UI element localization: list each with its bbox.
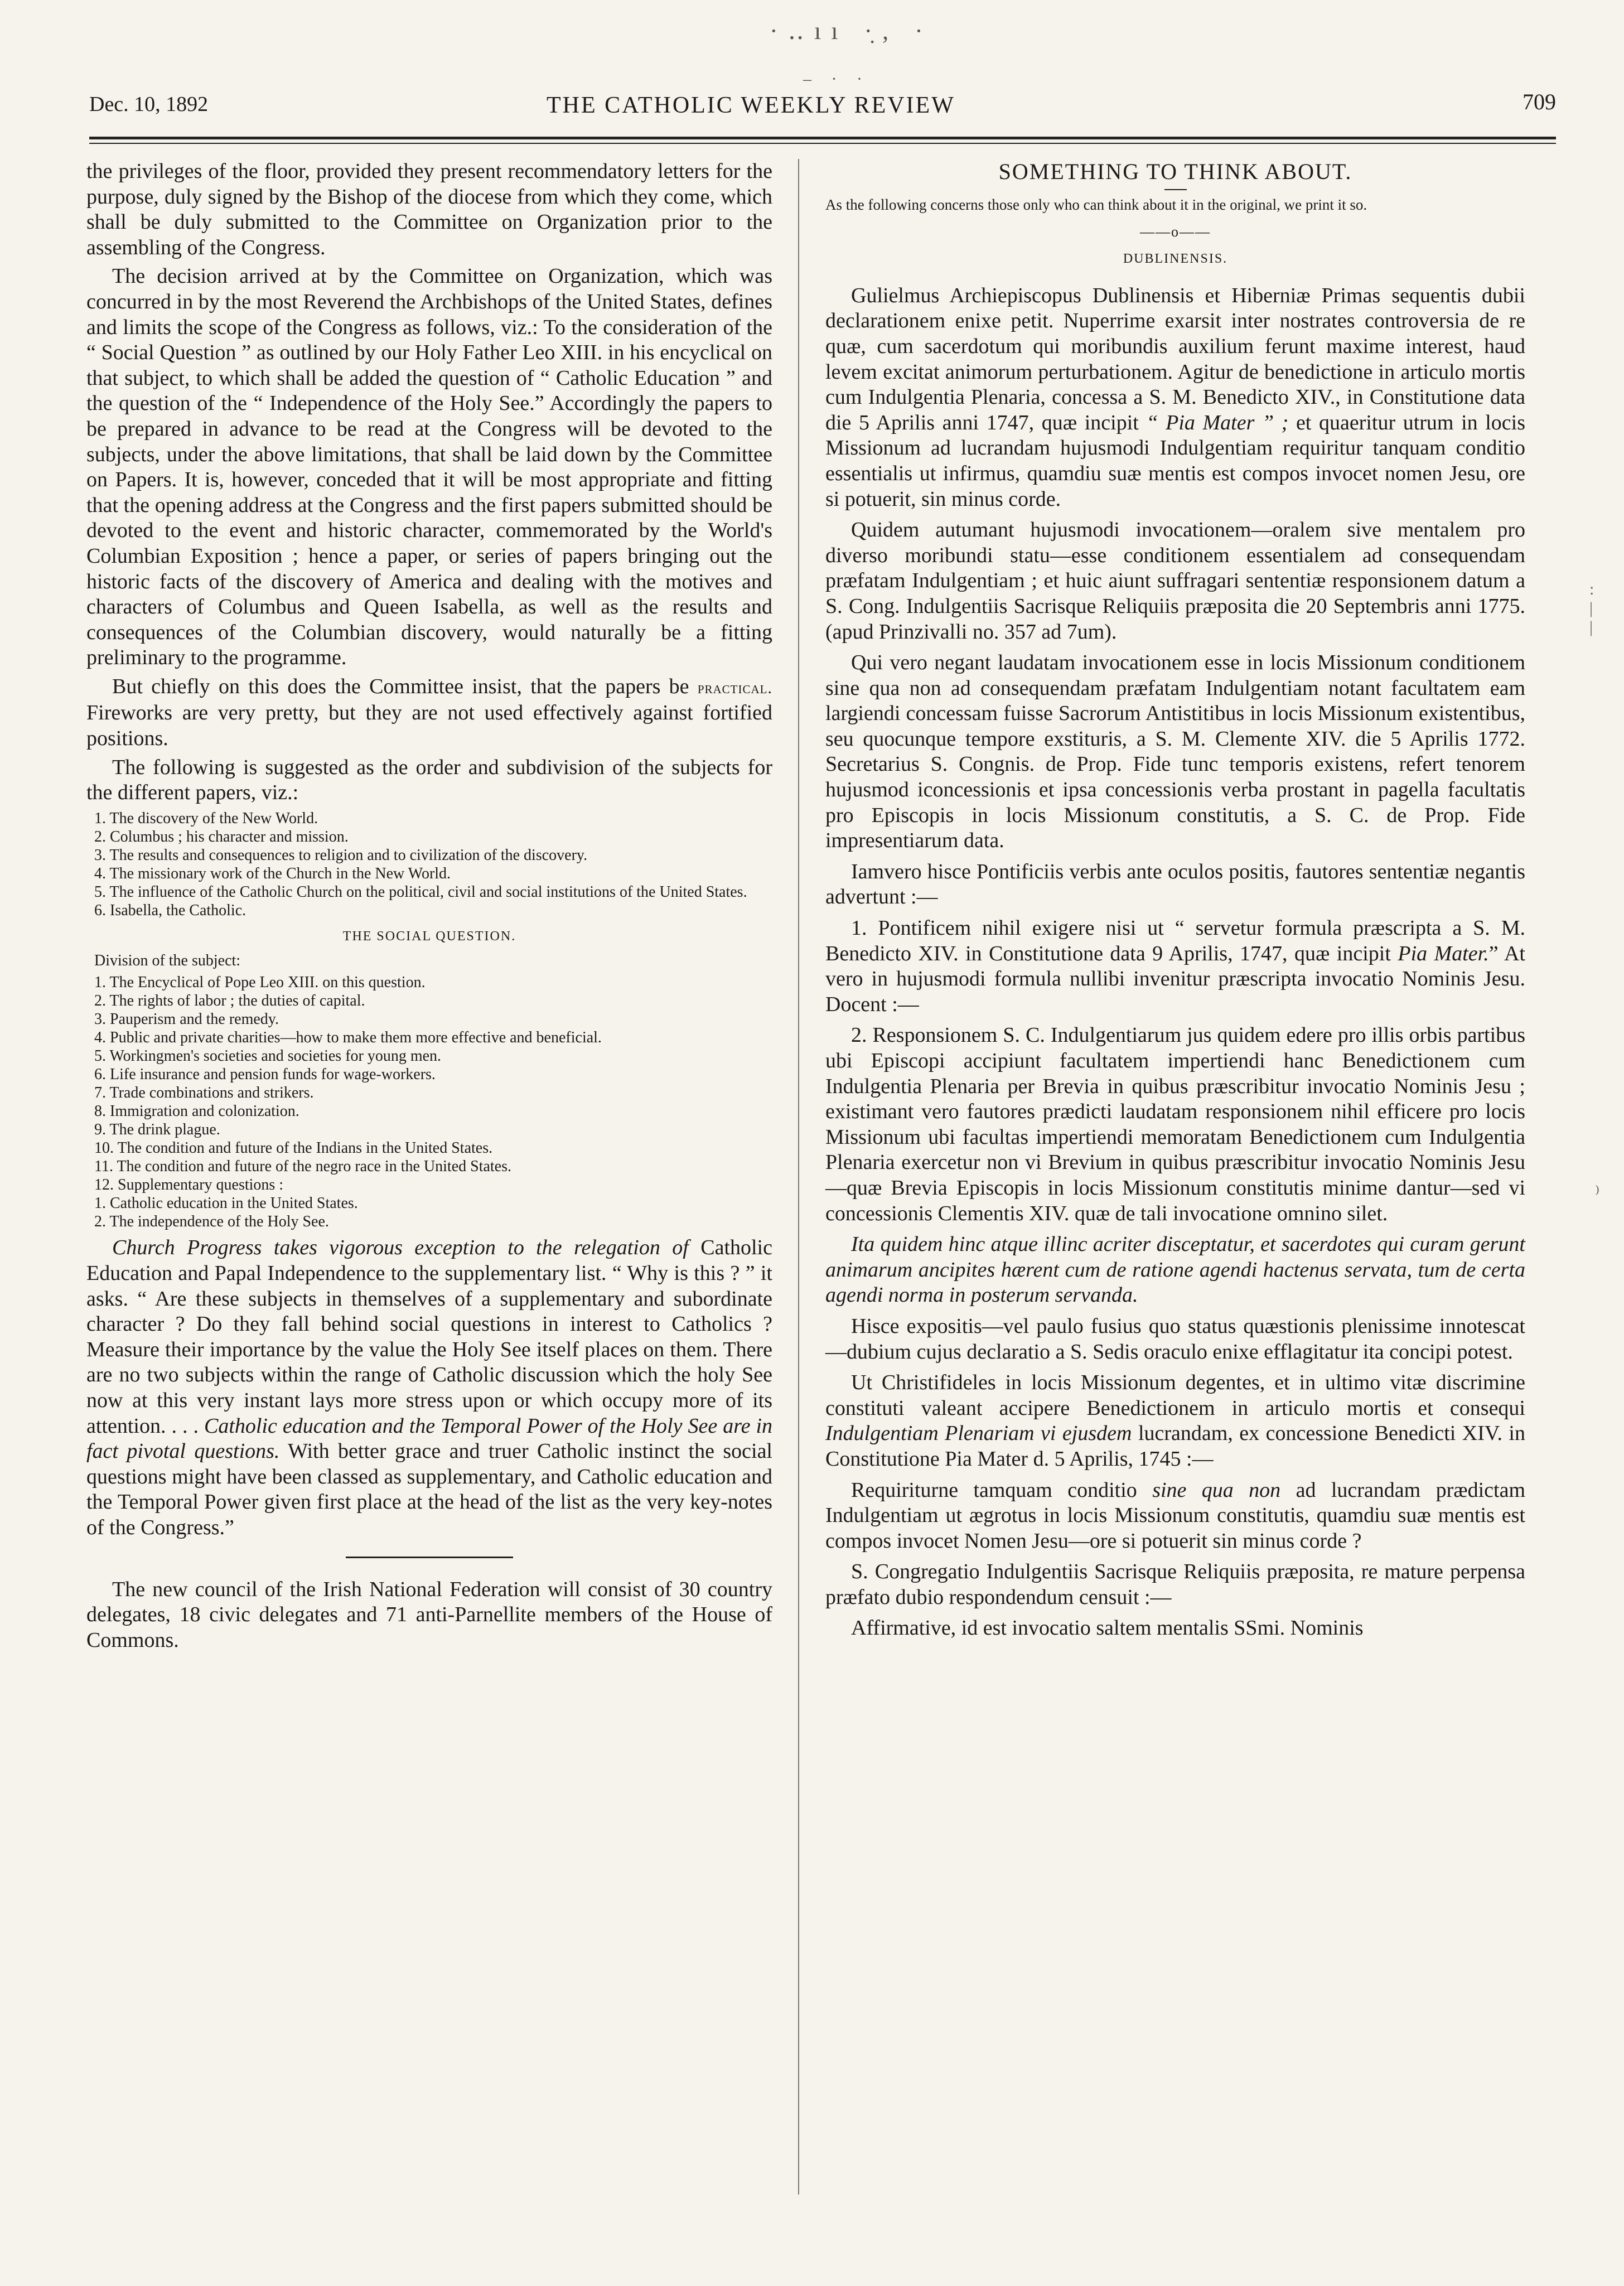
- scan-artifact-top: ·‥ıı ·̣, ·: [770, 17, 933, 45]
- latin-text-pre: Gulielmus Archiepiscopus Dublinensis et Hiberniæ Primas sequentis dubii declarationem enixe petit. Nuperrime exarsit inter nostrates controversia de re quæ, cum sacerdotum qui moribundis auxilium ferunt maxime interest, haud levem excitat animorum perturbationem. Agitur de benedictione in articulo mortis cum Indulgentia Plenaria, concessa a S. M. Benedicto XIV., in Constitutione data die 5 Aprilis anni 1747, quæ incipit: [825, 283, 1525, 434]
- page-header: [89, 89, 1556, 131]
- latin-text-pre: 1. Pontificem nihil exigere nisi ut “ servetur formula præscripta a S. M. Benedicto XIV. in Constitutione data 9 Aprilis, 1747, quæ incipit: [825, 916, 1525, 965]
- latin-text-post: ” At vero in hujusmodi formula nullibi invenitur præscripta invocatio Nominis Jesu. Docent :—: [825, 941, 1525, 1016]
- latin-paragraph: Qui vero negant laudatam invocationem esse in locis Missionum conditionem sine qua non ad consequendam præfatam Indulgentiam notant facultatem eam largiendi concessam fuisse Sacrorum Antistitibus in locis Missionum existentibus, seu quocunque tempore exstituris, a S. M. Clemente XIV. die 5 Aprilis 1772. Secretarius S. Congnis. de Prop. Fide tunc temporis existens, refert tenorem hujusmod iconcessionis et ipsa concessionis verba prostant in pagella facultatis pro Episcopis in locis Missionum constitutis, a S. C. de Prop. Fide impresentiarum data.: [825, 651, 1525, 853]
- list-item: 2. The independence of the Holy See.: [94, 1213, 329, 1231]
- latin-paragraph: Affirmative, id est invocatio saltem mentalis SSmi. Nominis: [851, 1616, 1364, 1640]
- publication-title: Church Progress: [112, 1236, 262, 1260]
- list-item: 6. Life insurance and pension funds for wage-workers.: [94, 1066, 436, 1084]
- latin-paragraph: [825, 283, 1525, 512]
- latin-paragraph: Hisce expositis—vel paulo fusius quo status quæstionis plenissime innotescat—dubium cujus declaratio a S. Sedis oraculo enixe efflagitatur ita concipi potest.: [825, 1314, 1525, 1364]
- practical-emphasis: practical.: [697, 678, 772, 697]
- margin-marks: : | |: [1589, 580, 1594, 636]
- list-item: 1. The discovery of the New World.: [94, 809, 318, 827]
- latin-text-pre: Ut Christifideles in locis Missionum degentes, et in ultimo vitæ discrimine constituti valeant accipere Benedictionem in articulo mortis et consequi: [825, 1371, 1525, 1420]
- latin-italic: “ Pia Mater ” ;: [1146, 410, 1289, 434]
- latin-paragraph: Iamvero hisce Pontificiis verbis ante oculos positis, fautores sententiæ negantis advertunt :—: [825, 859, 1525, 909]
- latin-italic: Ita quidem hinc atque illinc acriter disceptatur, et sacerdotes qui curam gerunt animarum ancipites hærent cum de ratione agendi hactenus servata, tum de certa agendi norma in posterum servanda.: [825, 1233, 1525, 1307]
- header-rule-thick: [89, 137, 1556, 139]
- latin-italic: Pia Mater.: [1398, 941, 1489, 965]
- page-number: 709: [1522, 89, 1556, 114]
- latin-paragraph: S. Congregatio Indulgentiis Sacrisque Reliquiis præposita, re mature perpensa præfato dubio respondendum censuit :—: [825, 1560, 1525, 1609]
- list-item: 2. The rights of labor ; the duties of capital.: [94, 992, 365, 1010]
- paragraph-irish-federation: The new council of the Irish National Federation will consist of 30 country delegates, 18 civic delegates and 71 anti-Parnellite members of the House of Commons.: [86, 1577, 772, 1652]
- list-item: 7. Trade combinations and strikers.: [94, 1084, 314, 1102]
- left-column: [86, 159, 772, 1656]
- list-item: 3. Pauperism and the remedy.: [94, 1011, 279, 1028]
- ornament-divider: ——o——: [1140, 223, 1211, 240]
- latin-paragraph-italic: [825, 1232, 1525, 1308]
- article-subheading: DUBLINENSIS.: [1123, 252, 1228, 267]
- latin-paragraph: [825, 1478, 1525, 1554]
- latin-paragraph: 2. Responsionem S. C. Indulgentiarum jus quidem edere pro illis orbis partibus ubi Episcopi accipiunt facultatem impertiendi hanc Benedictionem cum Indulgentia Plenaria per Brevia in quibus præscribitur invocatio Nominis Jesu ; existimant vero fautores prædicti laudatam responsionem nihil efficere pro locis Missionum ubi facultas impertiendi memoratam Benedictionem cum Indulgentia Plenaria exercetur non vi Brevium in quibus præscribitur invocatio Nominis Jesu—quæ Brevia Episcopis in locis Missionum constitutis minime dantur—sed vi concessionis Clementis XIV. quæ de tali invocatione omnino silet.: [825, 1023, 1525, 1225]
- cp-italic-text: takes vigorous exception to the relegation of: [273, 1236, 689, 1260]
- list-item: 12. Supplementary questions :: [94, 1176, 284, 1194]
- list-item: 4. Public and private charities—how to make them more effective and beneficial.: [94, 1029, 602, 1047]
- list-item: 6. Isabella, the Catholic.: [94, 901, 246, 919]
- list-item: 8. Immigration and colonization.: [94, 1103, 299, 1120]
- practical-text-post: Fireworks are very pretty, but they are not used effectively against fortified positions.: [86, 701, 772, 751]
- cp-italic-text-2: Catholic education and the Temporal Power of the Holy See are in fact pivotal questions.: [86, 1414, 772, 1463]
- section-divider: [346, 1557, 513, 1558]
- heading-dash: [1164, 189, 1187, 190]
- paragraph-practical: [86, 674, 772, 752]
- social-question-heading: THE SOCIAL QUESTION.: [342, 929, 516, 944]
- list-item: 5. Workingmen's societies and societies for young men.: [94, 1047, 442, 1065]
- paragraph-order-intro: The following is suggested as the order and subdivision of the subjects for the different papers, viz.:: [86, 755, 772, 805]
- practical-text-pre: But chiefly on this does the Committee insist, that the papers be: [112, 674, 689, 698]
- latin-paragraph: [825, 1370, 1525, 1472]
- article-heading: SOMETHING TO THINK ABOUT.: [998, 159, 1352, 184]
- masthead-title: THE CATHOLIC WEEKLY REVIEW: [547, 93, 955, 118]
- latin-text-post: et quaeritur utrum in locis Missionum ad lucrandam hujusmodi Indulgentiam requiritur tanquam conditio essentialis ut infirmus, quamdiu suæ mentis est compos invocet nomen Jesu, ore si potuerit, sin minus corde.: [825, 410, 1525, 511]
- latin-text-post: ad lucrandam prædictam Indulgentiam ut ægrotus in locis Missionum constitutis, quamdiu suæ mentis est compos invocet Nomen Jesu—ore si potuerit sin minus corde ?: [825, 1478, 1525, 1553]
- list-item: 1. The Encyclical of Pope Leo XIII. on this question.: [94, 974, 426, 992]
- latin-paragraph: Quidem autumant hujusmodi invocationem—oralem sive mentalem pro diverso moribundi statu—esse conditionem essentialem ad consequendam præfatam Indulgentiam ; et huic aiunt suffragari sententiæ responsionem datum a S. Cong. Indulgentiis Sacrisque Reliquiis præposita die 20 Septembris anni 1775. (apud Prinzivalli no. 357 ad 7um).: [825, 518, 1525, 644]
- cp-text: Catholic Education and Papal Independence to the supplementary list. “ Why is this ? ” it asks. “ Are these subjects in themselves of a supplementary and subordinate character ? Do they fall behind social questions in interest to Catholics ? Measure their importance by the value the Holy See itself places on them. There are no two subjects within the range of Catholic discussion which the holy See now at this very instant lays more stress upon or which occupy more of its attention. . . .: [86, 1236, 772, 1438]
- list-item: 5. The influence of the Catholic Church on the political, civil and social institutions of the United States.: [94, 883, 747, 901]
- list-item: 1. Catholic education in the United States.: [94, 1195, 358, 1212]
- list-item: 9. The drink plague.: [94, 1121, 220, 1139]
- header-rule-thin: [89, 143, 1556, 144]
- cp-text-2: With better grace and truer Catholic instinct the social questions might have been classed as supplementary, and Catholic education and the Temporal Power given first place at the head of the list as the very key-notes of the Congress.”: [86, 1439, 772, 1539]
- list-item: 11. The condition and future of the negro race in the United States.: [94, 1158, 512, 1176]
- latin-text-post: lucrandam, ex concessione Benedicti XIV. in Constitutione Pia Mater d. 5 Aprilis, 1745 :—: [825, 1422, 1525, 1471]
- latin-text-pre: Requiriturne tamquam conditio: [851, 1478, 1137, 1502]
- division-label: Division of the subject:: [94, 952, 241, 970]
- latin-paragraph: [825, 916, 1525, 1017]
- paragraph-continuation: the privileges of the floor, provided they present recommendatory letters for the purpose, duly signed by the Bishop of the diocese from which they come, which shall be duly submitted to the Committee on Organization prior to the assembling of the Congress.: [86, 160, 772, 259]
- margin-mark: ⁾: [1595, 1183, 1600, 1204]
- list-item: 10. The condition and future of the Indians in the United States.: [94, 1139, 493, 1157]
- list-item: 3. The results and consequences to religion and to civilization of the discovery.: [94, 846, 588, 864]
- editor-note: As the following concerns those only who can think about it in the original, we print it so.: [825, 196, 1367, 213]
- column-divider: [798, 159, 799, 2195]
- list-item: 2. Columbus ; his character and mission.: [94, 828, 349, 845]
- latin-italic: sine qua non: [1152, 1478, 1281, 1502]
- right-column: [825, 159, 1525, 1647]
- social-question-list: [86, 973, 772, 1231]
- list-item: 4. The missionary work of the Church in the New World.: [94, 864, 451, 882]
- issue-date: Dec. 10, 1892: [89, 93, 209, 116]
- scan-artifact-top-2: – · ·: [803, 70, 870, 88]
- paragraph-church-progress: [86, 1235, 772, 1540]
- papers-list: [86, 809, 772, 920]
- latin-text: [825, 283, 1525, 1641]
- paragraph-committee-decision: The decision arrived at by the Committee on Organization, which was concurred in by the most Reverend the Archbishops of the United States, defines and limits the scope of the Congress as follows, viz.: To the consideration of the “ Social Question ” as outlined by our Holy Father Leo XIII. in his encyclical on that subject, to which shall be added the question of “ Catholic Education ” and the question of the “ Independence of the Holy See.” Accordingly the papers to be prepared in advance to be read at the Congress will be devoted to the subjects, under the above limitations, that shall be laid down by the Committee on Papers. It is, however, conceded that it will be most appropriate and fitting that the opening address at the Congress and the first papers submitted should be devoted to the event and historic character, commemorated by the World's Columbian Exposition ; hence a paper, or series of papers bringing out the historic facts of the discovery of America and dealing with the motives and characters of Columbus and Queen Isabella, as well as the results and consequences of the Columbian discovery, would naturally be a fitting preliminary to the programme.: [86, 264, 772, 670]
- latin-italic: Indulgentiam Plenariam vi ejusdem: [825, 1422, 1132, 1446]
